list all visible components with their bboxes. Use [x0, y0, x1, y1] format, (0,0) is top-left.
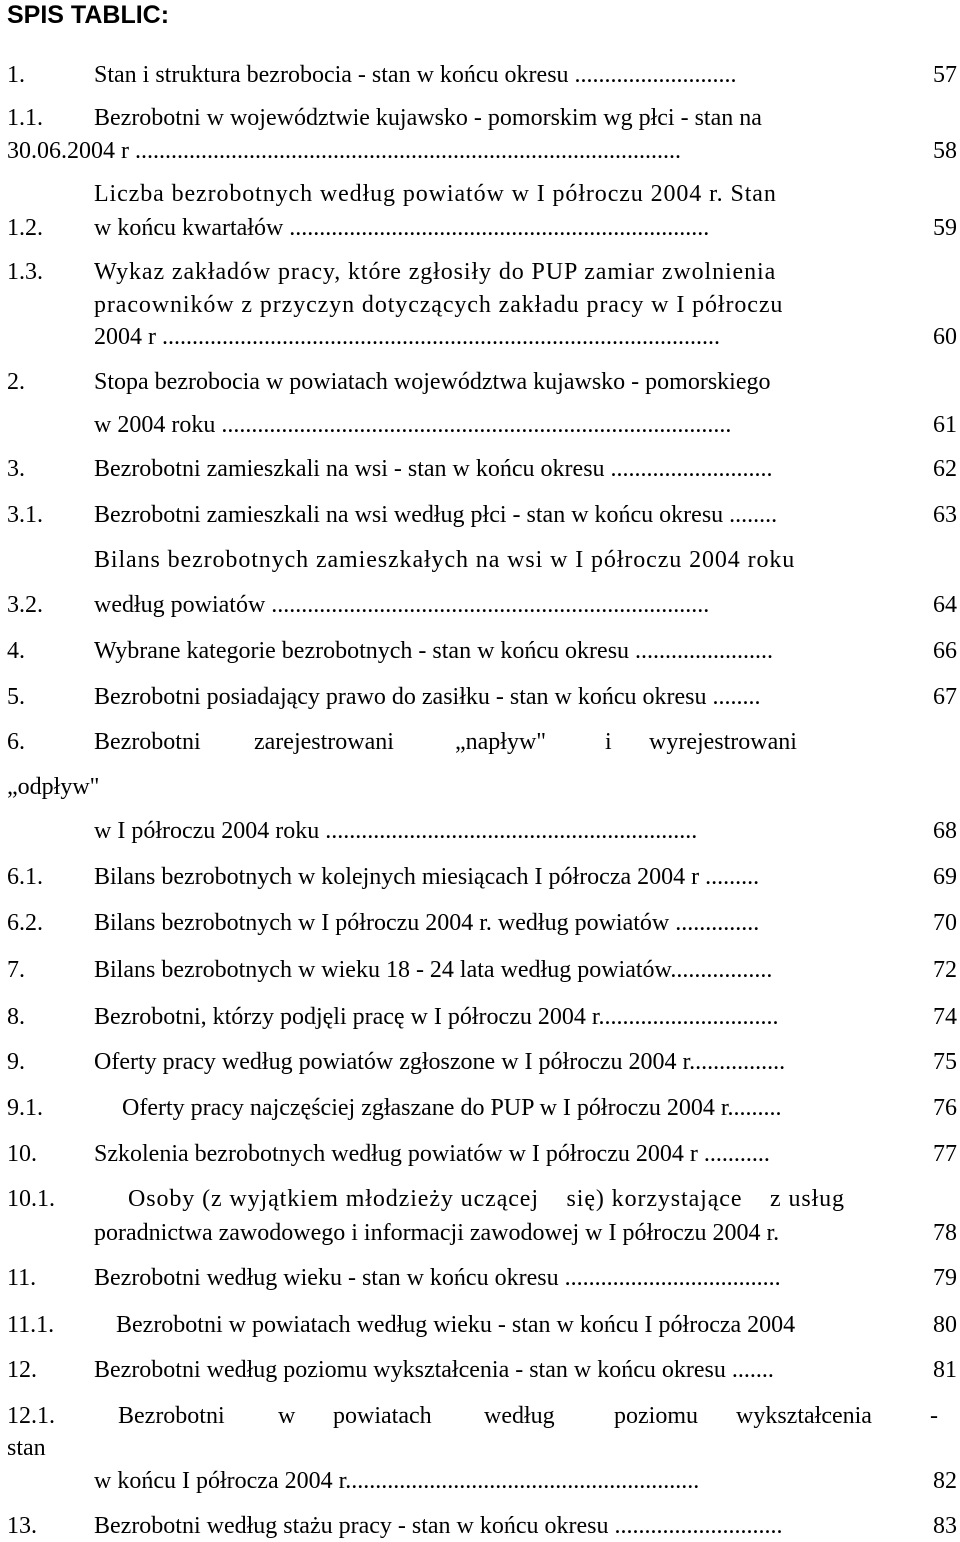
- entry-title: Bilans bezrobotnych w kolejnych miesiącach I półrocza 2004 r .........: [94, 864, 760, 890]
- entry-number: 6.: [7, 729, 25, 755]
- entry-page-number: 68: [933, 818, 957, 844]
- entry-title-word: -: [930, 1403, 938, 1429]
- entry-title-word: wyrejestrowani: [649, 729, 797, 755]
- entry-page-number: 61: [933, 412, 957, 438]
- entry-title-continued: poradnictwa zawodowego i informacji zawodowej w I półroczu 2004 r.: [94, 1220, 780, 1246]
- entry-number: 3.1.: [7, 502, 43, 528]
- entry-page-number: 66: [933, 638, 957, 664]
- entry-page-number: 62: [933, 456, 957, 482]
- entry-number: 13.: [7, 1513, 37, 1539]
- entry-page-number: 67: [933, 684, 957, 710]
- entry-page-number: 72: [933, 957, 957, 983]
- entry-page-number: 69: [933, 864, 957, 890]
- entry-number: 4.: [7, 638, 25, 664]
- entry-title: Bilans bezrobotnych zamieszkałych na wsi w I półroczu 2004 roku: [94, 547, 796, 573]
- entry-number: 9.: [7, 1049, 25, 1075]
- entry-number: 1.2.: [7, 215, 43, 241]
- entry-number: 12.: [7, 1357, 37, 1383]
- entry-page-number: 63: [933, 502, 957, 528]
- entry-title-continued: w końcu I półrocza 2004 r...........................................................: [94, 1468, 700, 1494]
- entry-number: 6.1.: [7, 864, 43, 890]
- entry-page-number: 82: [933, 1468, 957, 1494]
- entry-page-number: 78: [933, 1220, 957, 1246]
- entry-title-continued: w końcu kwartałów ......................................................................: [94, 215, 710, 241]
- entry-title: Szkolenia bezrobotnych według powiatów w I półroczu 2004 r ...........: [94, 1141, 770, 1167]
- entry-number: 11.1.: [7, 1312, 55, 1338]
- entry-title: Oferty pracy najczęściej zgłaszane do PUP w I półroczu 2004 r.........: [122, 1095, 782, 1121]
- entry-page-number: 76: [933, 1095, 957, 1121]
- entry-title-word: według: [484, 1403, 555, 1429]
- entry-number: 7.: [7, 957, 25, 983]
- entry-title: Bezrobotni w województwie kujawsko - pomorskim wg płci - stan na: [94, 105, 762, 131]
- entry-number: 10.: [7, 1141, 37, 1167]
- entry-number: 1.3.: [7, 259, 43, 285]
- entry-page-number: 59: [933, 215, 957, 241]
- entry-title-word: „odpływ": [7, 774, 100, 800]
- entry-page-number: 60: [933, 324, 957, 350]
- entry-title: Bilans bezrobotnych w wieku 18 - 24 lata według powiatów.................: [94, 957, 773, 983]
- entry-title-word: w: [278, 1403, 296, 1429]
- entry-title: Liczba bezrobotnych według powiatów w I półroczu 2004 r. Stan: [94, 181, 777, 207]
- page-title: SPIS TABLIC:: [7, 1, 170, 29]
- entry-title: Bezrobotni zamieszkali na wsi według płci - stan w końcu okresu ........: [94, 502, 778, 528]
- entry-number: 1.: [7, 62, 25, 88]
- entry-number: 3.2.: [7, 592, 43, 618]
- entry-title: Wybrane kategorie bezrobotnych - stan w końcu okresu .......................: [94, 638, 774, 664]
- entry-title-continued: pracowników z przyczyn dotyczących zakładu pracy w I półroczu: [94, 292, 784, 318]
- entry-page-number: 57: [933, 62, 957, 88]
- entry-title-word: poziomu: [614, 1403, 698, 1429]
- entry-page-number: 64: [933, 592, 957, 618]
- entry-title: Bezrobotni w powiatach według wieku - stan w końcu I półrocza 2004: [116, 1312, 796, 1338]
- entry-title-word: Bezrobotni: [94, 729, 201, 755]
- entry-title-word: Bezrobotni: [118, 1403, 225, 1429]
- entry-title-continued: 2004 r .............................................................................................: [94, 324, 720, 350]
- entry-page-number: 80: [933, 1312, 957, 1338]
- entry-title: Wykaz zakładów pracy, które zgłosiły do PUP zamiar zwolnienia: [94, 259, 777, 285]
- entry-number: 5.: [7, 684, 25, 710]
- entry-title: Bezrobotni według stażu pracy - stan w końcu okresu ............................: [94, 1513, 783, 1539]
- entry-number: 8.: [7, 1004, 25, 1030]
- entry-title-continued: 30.06.2004 r ...........................................................................................: [7, 138, 681, 164]
- entry-number: 9.1.: [7, 1095, 43, 1121]
- entry-number: 12.1.: [7, 1403, 55, 1429]
- entry-title-continued: w I półroczu 2004 roku ..............................................................: [94, 818, 698, 844]
- entry-title-word: zarejestrowani: [254, 729, 394, 755]
- entry-title: Bezrobotni zamieszkali na wsi - stan w końcu okresu ...........................: [94, 456, 773, 482]
- entry-title: Stan i struktura bezrobocia - stan w końcu okresu ...........................: [94, 62, 737, 88]
- entry-page-number: 70: [933, 910, 957, 936]
- entry-number: 1.1.: [7, 105, 43, 131]
- entry-title: Stopa bezrobocia w powiatach województwa kujawsko - pomorskiego: [94, 369, 771, 395]
- entry-title-word: „napływ": [455, 729, 547, 755]
- entry-page-number: 83: [933, 1513, 957, 1539]
- entry-number: 6.2.: [7, 910, 43, 936]
- entry-number: 10.1.: [7, 1186, 55, 1212]
- entry-title-continued: w 2004 roku .....................................................................................: [94, 412, 732, 438]
- entry-title: Bezrobotni według poziomu wykształcenia - stan w końcu okresu .......: [94, 1357, 774, 1383]
- entry-page-number: 58: [933, 138, 957, 164]
- entry-number: 2.: [7, 369, 25, 395]
- entry-title-word: powiatach: [333, 1403, 432, 1429]
- entry-page-number: 81: [933, 1357, 957, 1383]
- entry-title: Bezrobotni, którzy podjęli pracę w I półroczu 2004 r..............................: [94, 1004, 779, 1030]
- entry-number: 11.: [7, 1265, 37, 1291]
- entry-title-continued: według powiatów .........................................................................: [94, 592, 710, 618]
- entry-title-word: wykształcenia: [736, 1403, 872, 1429]
- entry-number: 3.: [7, 456, 25, 482]
- entry-title: Osoby (z wyjątkiem młodzieży uczącej się) korzystające z usług: [128, 1186, 845, 1212]
- entry-page-number: 75: [933, 1049, 957, 1075]
- entry-page-number: 79: [933, 1265, 957, 1291]
- entry-page-number: 77: [933, 1141, 957, 1167]
- entry-title-word: i: [605, 729, 612, 755]
- entry-title: Bezrobotni według wieku - stan w końcu okresu ....................................: [94, 1265, 781, 1291]
- entry-page-number: 74: [933, 1004, 957, 1030]
- entry-title: Bilans bezrobotnych w I półroczu 2004 r. według powiatów ..............: [94, 910, 760, 936]
- entry-title-word: stan: [7, 1435, 46, 1461]
- entry-title: Oferty pracy według powiatów zgłoszone w I półroczu 2004 r................: [94, 1049, 786, 1075]
- entry-title: Bezrobotni posiadający prawo do zasiłku - stan w końcu okresu ........: [94, 684, 761, 710]
